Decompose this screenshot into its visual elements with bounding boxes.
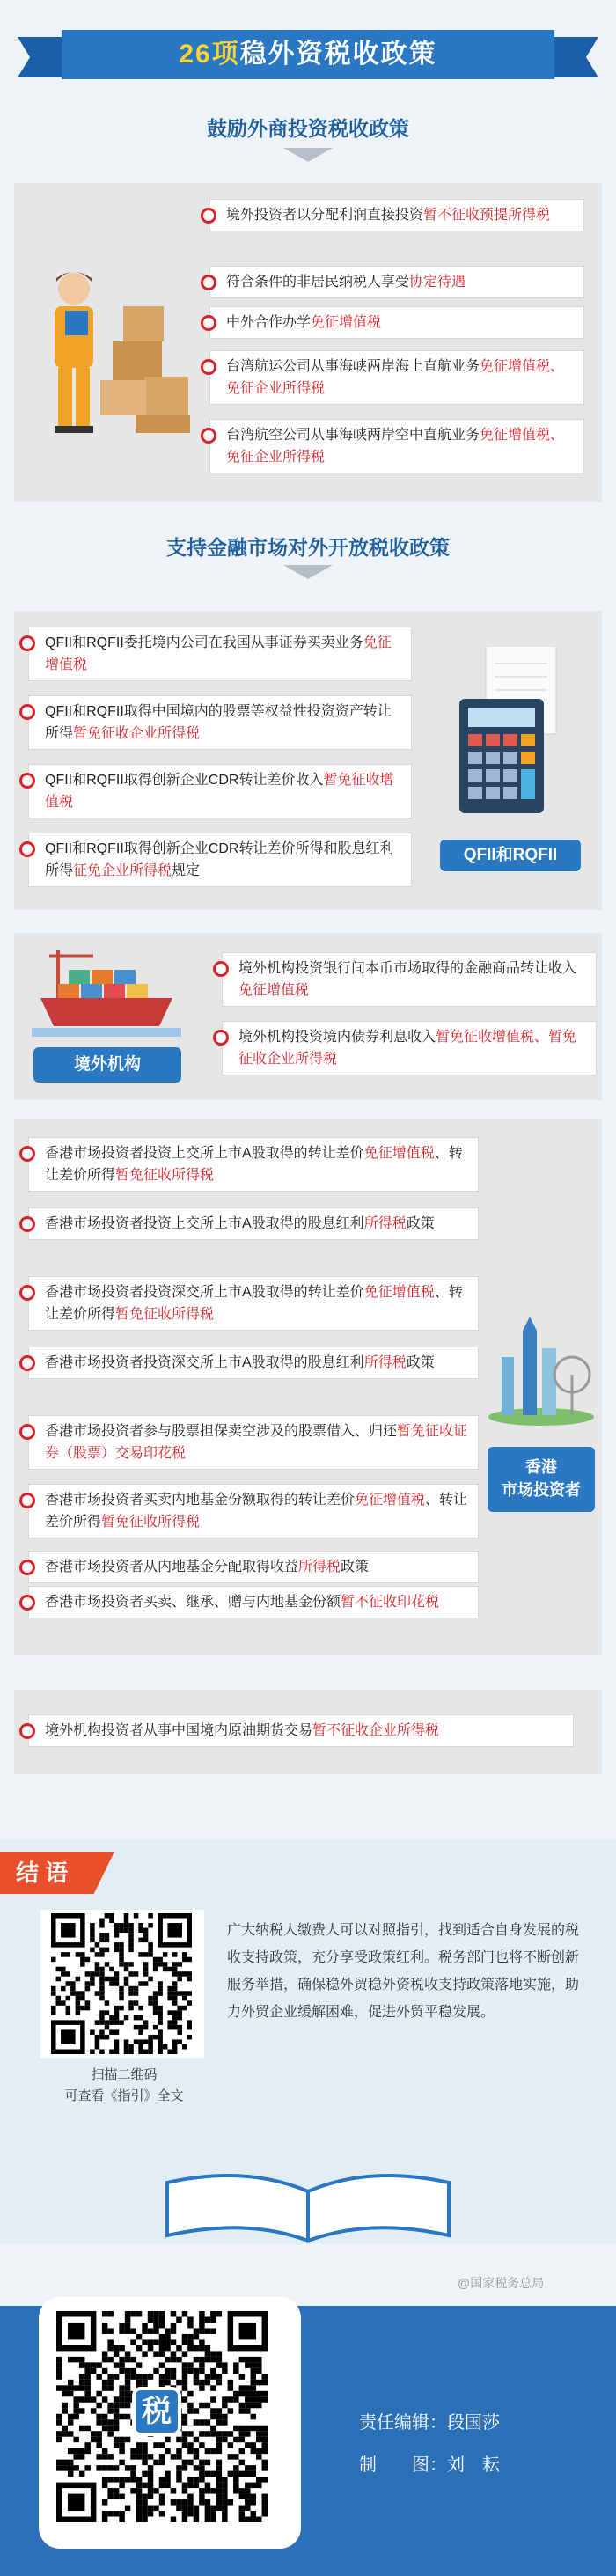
bullet-dot xyxy=(19,773,35,789)
section1-title: 鼓励外商投资税收政策 xyxy=(207,117,409,140)
maker-credit: 制 图：刘 耘 xyxy=(359,2455,500,2475)
bullet-dot xyxy=(19,1285,35,1301)
bullet-dot xyxy=(19,1723,35,1739)
list-item: QFII和RQFII委托境内公司在我国从事证券买卖业务免征增值税 xyxy=(28,627,412,681)
bullet-dot xyxy=(19,1595,35,1611)
bullet-dot xyxy=(19,1146,35,1162)
foreign-tag: 境外机构 xyxy=(33,1047,181,1083)
open-book-icon xyxy=(158,2156,458,2244)
list-item: 境外机构投资境内债券利息收入暂免征收增值税、暂免征收企业所得税 xyxy=(222,1021,597,1075)
list-item: 境外机构投资者从事中国境内原油期货交易暂不征收企业所得税 xyxy=(28,1714,574,1747)
qfii-panel xyxy=(14,611,602,910)
list-item: 境外机构投资银行间本币市场取得的金融商品转让收入免征增值税 xyxy=(222,952,597,1007)
list-item: 台湾航空公司从事海峡两岸空中直航业务免征增值税、免征企业所得税 xyxy=(209,419,584,473)
list-item: 符合条件的非居民纳税人享受协定待遇 xyxy=(209,266,584,298)
bullet-dot xyxy=(19,1216,35,1232)
bullet-dot xyxy=(19,1493,35,1508)
conclusion-label: 结 语 xyxy=(16,1860,69,1886)
page-title xyxy=(62,30,554,79)
bullet-dot xyxy=(201,315,216,331)
worker-boxes-illustration xyxy=(39,262,197,438)
tax-badge-icon: 税 xyxy=(132,2387,181,2436)
foreign-panel xyxy=(14,933,602,1100)
section1-panel xyxy=(14,183,602,502)
qfii-tag: QFII和RQFII xyxy=(440,840,581,871)
list-item: 香港市场投资者投资上交所上市A股取得的转让差价免征增值税、转让差价所得暂免征收所得税 xyxy=(28,1137,479,1192)
qr-caption-1: 扫描二维码 xyxy=(91,2066,158,2082)
bullet-dot xyxy=(201,359,216,375)
bullet-dot xyxy=(19,841,35,857)
bullet-dot xyxy=(19,704,35,720)
list-item: QFII和RQFII取得中国境内的股票等权益性投资资产转让所得暂免征收企业所得税 xyxy=(28,695,412,750)
title-text: 稳外资税收政策 xyxy=(239,40,437,69)
source-watermark: @国家税务总局 xyxy=(458,2276,545,2290)
editor-credit: 责任编辑：段国莎 xyxy=(359,2413,500,2433)
section2-title: 支持金融市场对外开放税收政策 xyxy=(166,536,450,559)
qr-caption-2: 可查看《指引》全文 xyxy=(64,2088,184,2103)
hk-tag: 香港 市场投资者 xyxy=(488,1447,595,1512)
qr-code-icon xyxy=(51,1913,192,2054)
bullet-dot xyxy=(213,1030,229,1046)
footer xyxy=(0,2306,616,2576)
bullet-dot xyxy=(201,208,216,224)
list-item: 中外合作办学免征增值税 xyxy=(209,306,584,339)
bullet-dot xyxy=(201,428,216,444)
list-item: QFII和RQFII取得创新企业CDR转让差价所得和股息红利所得征免企业所得税规定 xyxy=(28,833,412,887)
list-item: 境外投资者以分配利润直接投资暂不征收预提所得税 xyxy=(209,199,584,231)
list-item: 香港市场投资者参与股票担保卖空涉及的股票借入、归还暂免征收证券（股票）交易印花税 xyxy=(28,1415,479,1470)
calculator-icon xyxy=(451,646,574,822)
list-item: 香港市场投资者投资上交所上市A股取得的股息红利所得税政策 xyxy=(28,1207,479,1240)
list-item: 香港市场投资者从内地基金分配取得收益所得税政策 xyxy=(28,1551,479,1583)
bullet-dot xyxy=(201,275,216,290)
chevron-down-icon xyxy=(283,565,333,579)
bullet-dot xyxy=(213,961,229,977)
conclusion-text: 广大纳税人缴费人可以对照指引，找到适合自身发展的税收支持政策，充分享受政策红利。税务部门也将不断创新服务举措，确保稳外贸稳外资税收支持政策落地实施，助力外贸企业缓解困难，促进外贸平稳发展。 xyxy=(227,1923,580,2020)
chevron-down-icon xyxy=(283,148,333,162)
bullet-dot xyxy=(19,1560,35,1575)
list-item: 香港市场投资者买卖、继承、赠与内地基金份额暂不征收印花税 xyxy=(28,1586,479,1618)
title-number: 26项 xyxy=(179,40,240,69)
bullet-dot xyxy=(19,635,35,651)
list-item: 香港市场投资者买卖内地基金份额取得的转让差价免征增值税、转让差价所得暂免征收所得税 xyxy=(28,1484,479,1538)
bullet-dot xyxy=(19,1355,35,1371)
conclusion-section xyxy=(0,1839,616,2244)
ship-icon xyxy=(32,945,181,1042)
hk-panel xyxy=(14,1119,602,1655)
hk-skyline-icon xyxy=(484,1313,598,1427)
futures-panel xyxy=(14,1690,602,1774)
list-item: 香港市场投资者投资深交所上市A股取得的股息红利所得税政策 xyxy=(28,1347,479,1379)
list-item: QFII和RQFII取得创新企业CDR转让差价收入暂免征收增值税 xyxy=(28,764,412,818)
list-item: 香港市场投资者投资深交所上市A股取得的转让差价免征增值税、转让差价所得暂免征收所得税 xyxy=(28,1276,479,1331)
list-item: 台湾航运公司从事海峡两岸海上直航业务免征增值税、免征企业所得税 xyxy=(209,350,584,405)
bullet-dot xyxy=(19,1424,35,1440)
